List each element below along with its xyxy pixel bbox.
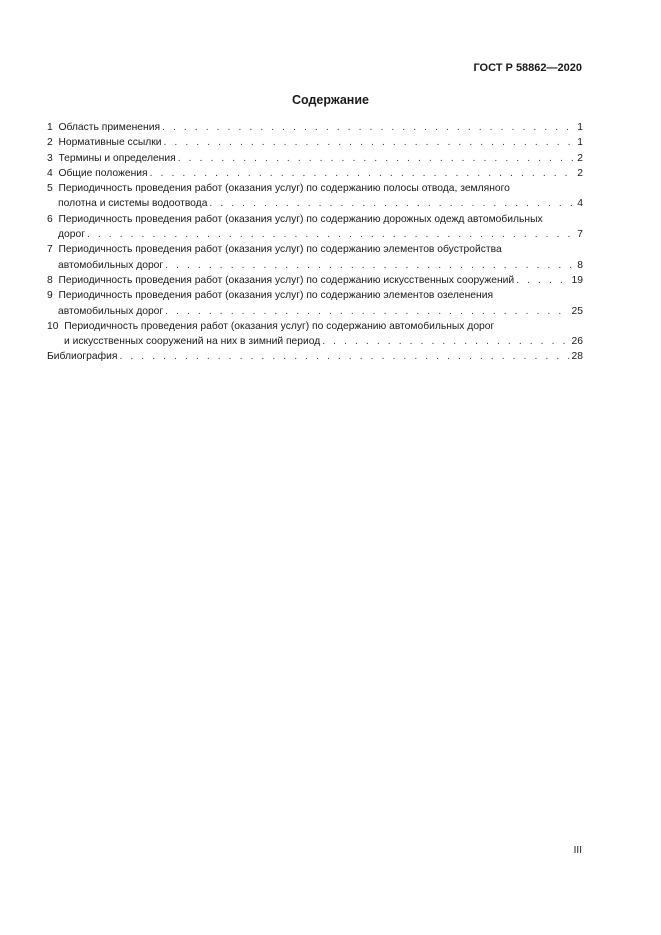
toc-entry-number: 6	[47, 213, 53, 225]
toc-entry-number: 3	[47, 152, 53, 164]
dot-leader	[162, 120, 575, 135]
toc-entry-number: 7	[47, 244, 53, 256]
dot-leader	[516, 273, 569, 288]
toc-entry-bibliography[interactable]	[47, 349, 583, 364]
dot-leader	[119, 349, 569, 364]
toc-entry-number: 9	[47, 290, 53, 302]
toc-entry-page: 28	[571, 351, 583, 363]
dot-leader	[87, 227, 575, 242]
dot-leader	[322, 334, 569, 349]
document-code: ГОСТ Р 58862—2020	[473, 62, 582, 74]
toc-entry-9[interactable]	[47, 288, 583, 319]
toc-entry-page: 2	[577, 167, 583, 179]
toc-entry-text: Периодичность проведения работ (оказания услуг) по содержанию полосы отвода, земляного	[58, 183, 510, 195]
dot-leader	[165, 304, 569, 319]
dot-leader	[150, 166, 576, 181]
toc-entry-7[interactable]	[47, 242, 583, 273]
toc-entry-number: 10	[47, 320, 59, 332]
toc-entry-text-continued: автомобильных дорог	[58, 259, 164, 271]
toc-entry-text: Библиография	[47, 351, 118, 363]
toc-entry-text: Термины и определения	[58, 152, 176, 164]
toc-entry-number: 1	[47, 122, 53, 133]
toc-entry-page: 4	[577, 198, 583, 210]
toc-entry-page: 2	[577, 152, 583, 164]
toc-entry-number: 2	[47, 137, 53, 149]
toc-entry-page: 19	[571, 274, 583, 286]
page-number: III	[573, 845, 582, 856]
toc-entry-number: 8	[47, 274, 53, 286]
toc-entry-text: Область применения	[58, 122, 161, 133]
toc-entry-number: 4	[47, 167, 53, 179]
toc-entry-text: Периодичность проведения работ (оказания услуг) по содержанию дорожных одежд автомобильных	[58, 213, 543, 225]
dot-leader	[164, 135, 576, 150]
toc-entry-text-continued: дорог	[58, 229, 85, 241]
toc-entry-1[interactable]	[47, 120, 583, 135]
toc-entry-text-continued: и искусственных сооружений на них в зимний период	[64, 336, 321, 348]
toc-entry-page: 7	[577, 229, 583, 241]
toc-entry-6[interactable]	[47, 212, 583, 243]
toc-title: Содержание	[291, 93, 369, 107]
toc-entry-page: 26	[571, 336, 583, 348]
toc-entry-text: Периодичность проведения работ (оказания услуг) по содержанию автомобильных дорог	[64, 320, 495, 332]
toc-entry-text-continued: автомобильных дорог	[58, 305, 164, 317]
toc-entry-text: Периодичность проведения работ (оказания услуг) по содержанию элементов обустройства	[58, 244, 502, 256]
toc-entry-page: 8	[577, 259, 583, 271]
toc-entry-5[interactable]	[47, 181, 583, 212]
toc-entry-3[interactable]	[47, 151, 583, 166]
toc-entry-text: Нормативные ссылки	[58, 137, 162, 149]
toc-entry-2[interactable]	[47, 135, 583, 150]
toc-entry-page: 25	[571, 305, 583, 317]
toc-entry-10[interactable]	[47, 319, 583, 350]
toc-entry-number: 5	[47, 183, 53, 195]
dot-leader	[165, 258, 575, 273]
toc-entry-text: Общие положения	[58, 167, 148, 179]
toc-entry-text-continued: полотна и системы водоотвода	[58, 198, 208, 210]
toc-entry-page: 1	[577, 137, 583, 149]
toc-entry-page: 1	[577, 122, 583, 133]
toc-entry-text: Периодичность проведения работ (оказания услуг) по содержанию искусственных сооружений	[58, 274, 515, 286]
toc-entry-8[interactable]	[47, 273, 583, 288]
table-of-contents	[47, 120, 583, 365]
dot-leader	[209, 196, 575, 211]
dot-leader	[178, 151, 576, 166]
toc-entry-text: Периодичность проведения работ (оказания услуг) по содержанию элементов озеленения	[58, 290, 494, 302]
toc-entry-4[interactable]	[47, 166, 583, 181]
